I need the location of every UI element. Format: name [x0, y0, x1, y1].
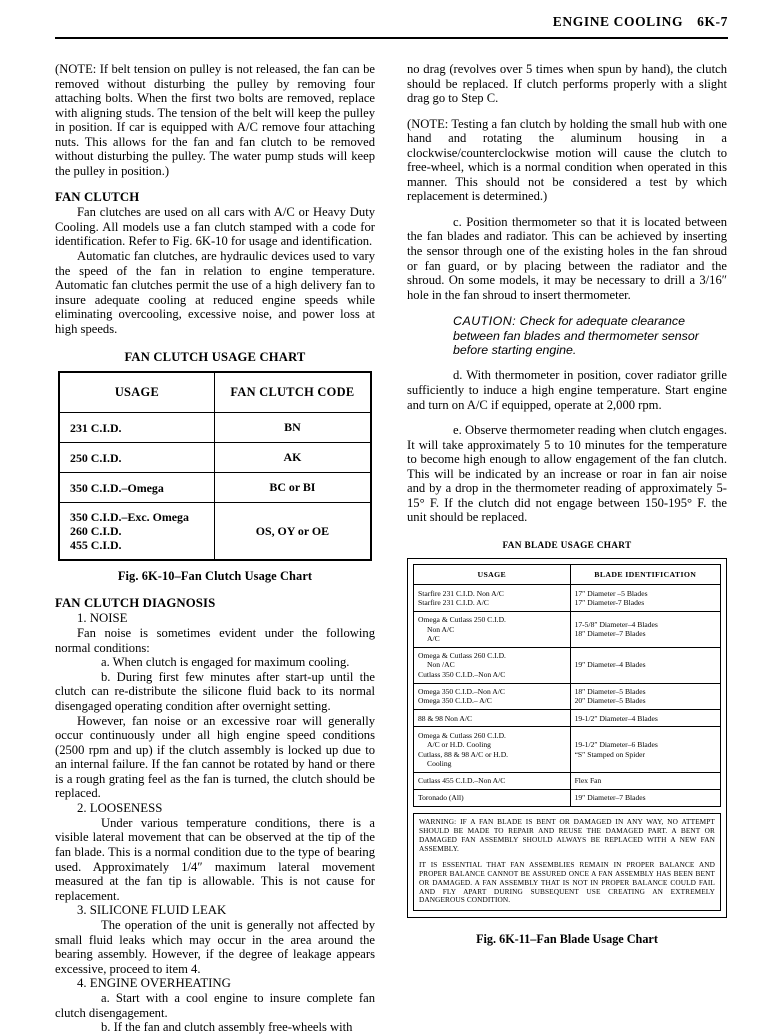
cell-fan-clutch-code: BN	[214, 413, 371, 443]
warning-paragraph-1: WARNING: IF A FAN BLADE IS BENT OR DAMAGED IN ANY WAY, NO ATTEMPT SHOULD BE MADE TO REPAIR AND REUSE THE DAMAGED PART. A BENT OR DAMAGED FAN ASSEMBLY SHOULD ALWAYS BE REPLACED WITH A NEW FAN ASSEMBLY.	[419, 817, 715, 853]
fan-clutch-usage-table-body	[59, 413, 371, 561]
body-columns	[55, 62, 727, 1035]
header-section-title: ENGINE COOLING	[552, 14, 684, 29]
fan-blade-usage-table-body	[414, 585, 721, 807]
fan-blade-usage-chart-title: FAN BLADE USAGE CHART	[502, 540, 632, 551]
cell-blade-identification: 18″ Diameter–5 Blades 20″ Diameter–5 Blades	[570, 683, 720, 710]
cell-usage: 350 C.I.D.–Exc. Omega 260 C.I.D. 455 C.I.D.	[59, 503, 214, 561]
cell-usage: 231 C.I.D.	[59, 413, 214, 443]
cell-usage: Starfire 231 C.I.D. Non A/C Starfire 231 C.I.D. A/C	[414, 585, 571, 612]
column-header-blade-identification: BLADE IDENTIFICATION	[570, 564, 720, 584]
figure-caption-6k-11: Fig. 6K-11–Fan Blade Usage Chart	[476, 932, 658, 947]
header-rule	[55, 37, 728, 39]
heading-fan-clutch-diagnosis: FAN CLUTCH DIAGNOSIS	[55, 596, 216, 611]
table-row	[414, 683, 721, 710]
table-row	[59, 443, 371, 473]
note-testing-fan-clutch: (NOTE: Testing a fan clutch by holding the small hub with one hand and rotating the aluminum housing in a clockwise/counterclockwise motion will cause the clutch to free-wheel, which is a normal condition when operated in this manner. This should not be considered a test by which replacement is determined.)	[407, 116, 727, 204]
cell-usage: Cutlass 455 C.I.D.–Non A/C	[414, 772, 571, 789]
step-e-paragraph: e. Observe thermometer reading when clutch engages. It will take approximately 5 to 10 minutes for the temperature to become high enough to allow engagement of the fan clutch. This will be indicated by an increase or roar in fan air noise and by a drop in the thermometer reading of approximately 5-15° F. If the clutch did not engage between 150-195° F. the unit should be replaced.	[407, 423, 727, 525]
page-header	[55, 14, 728, 44]
note-belt-tension: (NOTE: If belt tension on pulley is not released, the fan can be removed without disturbing the pulley by removing four attaching bolts. When the first two bolts are removed, replace with aligning studs. The tension of the belt will keep the pulley in position. If car is equipped with A/C remove four attaching nuts. This allows for the fan and fan clutch to be removed without disturbing the pulley. The water pump studs will keep the pulley in position.)	[55, 62, 375, 178]
header-title-group	[553, 14, 728, 30]
diagnosis-item-4-heading: 4. ENGINE OVERHEATING	[77, 976, 231, 991]
table-header-row	[59, 372, 371, 413]
table-row	[414, 611, 721, 647]
continued-paragraph: no drag (revolves over 5 times when spun by hand), the clutch should be replaced. If clutch performs properly with a slight drag go to Step C.	[407, 62, 727, 106]
heading-fan-clutch: FAN CLUTCH	[55, 190, 140, 205]
cell-blade-identification: Flex Fan	[570, 772, 720, 789]
caution-text: Check for adequate clearance between fan blades and thermometer sensor before starting engine.	[453, 314, 699, 358]
diagnosis-item-1-note: However, fan noise or an excessive roar will generally occur continuously under all high engine speed conditions (2500 rpm and up) if the clutch assembly is locked up due to an internal failure. If the fan cannot be rotated by hand or there is a rough grating feel as the fan is turned, the clutch should be replaced.	[55, 713, 375, 801]
table-row	[59, 503, 371, 561]
cell-usage: 350 C.I.D.–Omega	[59, 473, 214, 503]
step-c-paragraph: c. Position thermometer so that it is located between the fan blades and radiator. This can be achieved by inserting the sensor through one of the existing holes in the fan shroud or fan guard, or by placing between the radiator and the shroud. On some models, it may be necessary to drill a 3/16″ hole in the fan shroud to insert thermometer.	[407, 214, 727, 302]
figure-caption-6k-10: Fig. 6K-10–Fan Clutch Usage Chart	[117, 569, 313, 584]
right-column	[407, 62, 727, 947]
column-header-usage: USAGE	[414, 564, 571, 584]
cell-blade-identification: 17″ Diameter –5 Blades 17″ Diameter-7 Blades	[570, 585, 720, 612]
table-row	[414, 789, 721, 806]
fan-blade-usage-table	[413, 564, 721, 807]
cell-usage: Omega 350 C.I.D.–Non A/C Omega 350 C.I.D.– A/C	[414, 683, 571, 710]
table-row	[414, 710, 721, 727]
fan-blade-warning-box	[413, 813, 721, 911]
fan-clutch-usage-chart-title: FAN CLUTCH USAGE CHART	[124, 350, 306, 365]
cell-usage: Omega & Cutlass 260 C.I.D. A/C or H.D. Cooling Cutlass, 88 & 98 A/C or H.D. Cooling	[414, 727, 571, 772]
diagnosis-item-3-paragraph: The operation of the unit is generally not affected by small fluid leaks which may occur in the area around the bearing assembly. However, if the degree of leakage appears excessive, proceed to item 4.	[55, 918, 375, 976]
table-row	[59, 473, 371, 503]
table-row	[59, 413, 371, 443]
table-header-row	[414, 564, 721, 584]
cell-fan-clutch-code: AK	[214, 443, 371, 473]
header-page-number: 6K-7	[697, 14, 728, 29]
cell-usage: 250 C.I.D.	[59, 443, 214, 473]
diagnosis-item-4b: b. If the fan and clutch assembly free-wheels with	[101, 1020, 353, 1035]
diagnosis-item-1a: a. When clutch is engaged for maximum cooling.	[101, 655, 350, 670]
table-row	[414, 647, 721, 683]
diagnosis-item-1-paragraph: Fan noise is sometimes evident under the following normal conditions:	[55, 626, 375, 655]
fan-blade-chart-outer-border	[407, 558, 727, 919]
cell-blade-identification: 19″ Diameter–7 Blades	[570, 789, 720, 806]
warning-paragraph-2: IT IS ESSENTIAL THAT FAN ASSEMBLIES REMAIN IN PROPER BALANCE AND PROPER BALANCE CANNOT BE ASSURED ONCE A FAN ASSEMBLY HAS BEEN BENT OR DAMAGED. A FAN ASSEMBLY THAT IS NOT IN PROPER BALANCE COULD FAIL AND FLY APART DURING SUBSEQUENT USE CREATING AN EXTREMELY DANGEROUS CONDITION.	[419, 859, 715, 905]
fan-clutch-paragraph-1: Fan clutches are used on all cars with A/C or Heavy Duty Cooling. All models use a fan clutch stamped with a code for identification. Refer to Fig. 6K-10 for usage and identification.	[55, 205, 375, 249]
fan-clutch-usage-table	[58, 371, 372, 561]
cell-fan-clutch-code: BC or BI	[214, 473, 371, 503]
cell-usage: Omega & Cutlass 260 C.I.D. Non /AC Cutlass 350 C.I.D.–Non A/C	[414, 647, 571, 683]
diagnosis-item-1b: b. During first few minutes after start-up until the clutch can re-distribute the silicone fluid back to its normal disengaged operating condition after overnight setting.	[55, 669, 375, 714]
cell-usage: Omega & Cutlass 250 C.I.D. Non A/C A/C	[414, 611, 571, 647]
fan-clutch-paragraph-2: Automatic fan clutches, are hydraulic devices used to vary the speed of the fan in relation to engine temperature. Automatic fan clutches permit the use of a high delivery fan to insure adequate cooling at reduced engine speeds while eliminating overcooling, excessive noise, and power loss at high speeds.	[55, 249, 375, 336]
cell-blade-identification: 19-1/2″ Diameter–6 Blades “S″ Stamped on Spider	[570, 727, 720, 772]
step-d-paragraph: d. With thermometer in position, cover radiator grille sufficiently to induce a high engine temperature. Start engine and turn on A/C if equipped, operate at 2,000 rpm.	[407, 368, 727, 412]
cell-usage: 88 & 98 Non A/C	[414, 710, 571, 727]
fan-blade-usage-chart-block	[407, 541, 727, 948]
left-column	[55, 62, 375, 1035]
cell-usage: Toronado (All)	[414, 789, 571, 806]
cell-blade-identification: 17-5/8″ Diameter–4 Blades 18″ Diameter–7 Blades	[570, 611, 720, 647]
table-row	[414, 585, 721, 612]
cell-blade-identification: 19″ Diameter–4 Blades	[570, 647, 720, 683]
caution-label: CAUTION:	[453, 314, 517, 329]
table-row	[414, 772, 721, 789]
table-row	[414, 727, 721, 772]
cell-blade-identification: 19-1/2″ Diameter–4 Blades	[570, 710, 720, 727]
diagnosis-item-3-heading: 3. SILICONE FLUID LEAK	[77, 903, 227, 918]
column-header-fan-clutch-code: FAN CLUTCH CODE	[214, 372, 371, 413]
cell-fan-clutch-code: OS, OY or OE	[214, 503, 371, 561]
diagnosis-item-2-paragraph: Under various temperature conditions, there is a visible lateral movement that can be observed at the tip of the fan blade. This is a normal condition due to the type of bearing used. Approximately 1/4″ maximum lateral movement measured at the fan tip is allowable. This is not cause for replacement.	[55, 815, 375, 903]
fan-clutch-usage-chart-block	[55, 350, 375, 584]
diagnosis-item-4a: a. Start with a cool engine to insure complete fan clutch disengagement.	[55, 991, 375, 1020]
diagnosis-item-1-heading: 1. NOISE	[77, 611, 128, 626]
column-header-usage: USAGE	[59, 372, 214, 413]
diagnosis-item-2-heading: 2. LOOSENESS	[77, 800, 163, 815]
caution-block	[407, 314, 727, 357]
